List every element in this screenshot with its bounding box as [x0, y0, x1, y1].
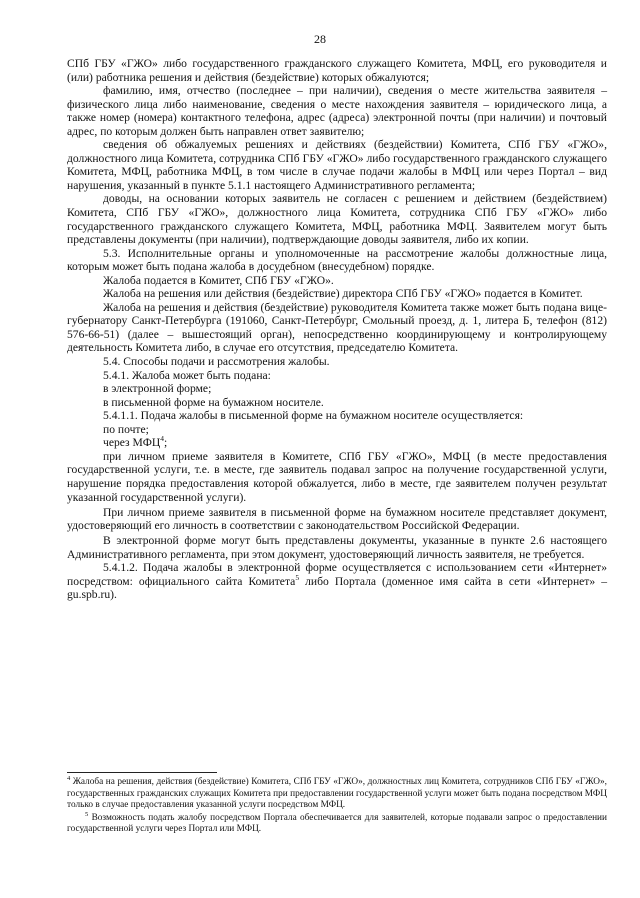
list-item-text: через МФЦ — [103, 436, 161, 450]
paragraph: 5.4.1.1. Подача жалобы в письменной форме на бумажном носителе осуществляется: — [103, 409, 524, 423]
paragraph: Жалоба подается в Комитет, СПб ГБУ «ГЖО». — [103, 273, 334, 287]
paragraph-text-tail: либо Портала (доменное имя сайта в сети «Интернет» – gu.spb.ru). — [67, 574, 607, 602]
paragraph: Жалоба на решения или действия (бездействие) директора СПб ГБУ «ГЖО» подается в Комитет. — [103, 287, 583, 301]
footnote-5 — [67, 810, 607, 836]
section-heading-5-4: 5.4. Способы подачи и рассмотрения жалобы. — [103, 355, 330, 369]
footnote-4 — [67, 774, 607, 812]
paragraph: доводы, на основании которых заявитель не согласен с решением и действием (бездействием) Комитета, СПб ГБУ «ГЖО», должностного лица Комитета, сотрудника СПб ГБУ «ГЖО» либо государственного гражданского служащего Комитета, МФЦ, работника МФЦ. Заявителем могут быть представлены документы (при наличии), подтверждающие доводы заявителя, либо их копии. — [67, 192, 607, 247]
footnote-mark: 4 — [67, 774, 71, 782]
paragraph: Жалоба на решения и действия (бездействие) руководителя Комитета также может быть подана вице-губернатору Санкт-Петербурга (191060, Санкт-Петербург, Смольный проезд, д. 1, литера Б, телефон (812) 576-66-51) (далее – вышестоящий орган), непосредственно координирующему и контролирующему деятельность Комитета либо, в случае его отсутствия, председателю Комитета. — [67, 300, 607, 355]
footnotes — [67, 774, 607, 837]
footnote-text: Возможность подать жалобу посредством Портала обеспечивается для заявителей, которые подавали запрос о предоставлении государственной услуги через Портал или МФЦ. — [67, 812, 607, 835]
list-item: в письменной форме на бумажном носителе. — [103, 395, 324, 409]
list-item: при личном приеме заявителя в Комитете, СПб ГБУ «ГЖО», МФЦ (в месте предоставления государственной услуги, т.е. в месте, где заявитель подавал запрос на получение государственной услуги, нарушение порядка предоставления которой обжалуется, либо в месте, где заявителем получен результат указанной государственной услуги). — [67, 449, 607, 504]
paragraph: При личном приеме заявителя в письменной форме на бумажном носителе представляет документ, удостоверяющий его личность в соответствии с законодательством Российской Федерации. — [67, 505, 607, 533]
list-item: по почте; — [103, 422, 149, 436]
paragraph: сведения об обжалуемых решениях и действиях (бездействии) Комитета, СПб ГБУ «ГЖО», должностного лица Комитета, сотрудника СПб ГБУ «ГЖО» либо государственного гражданского служащего Комитета, МФЦ, работника МФЦ, в том числе в случае подачи жалобы в МФЦ или через Портал – вид нарушения, указанный в пункте 5.1.1 настоящего Административного регламента; — [67, 138, 607, 192]
paragraph — [67, 561, 607, 602]
footnote-reference: 5 — [295, 572, 300, 582]
list-item — [67, 436, 607, 450]
paragraph-text: 5.4.1.2. Подача жалобы в электронной форме осуществляется с использованием сети «Интернет» посредством: официального сайта Комитета — [67, 561, 607, 588]
section-heading-5-3: 5.3. Исполнительные органы и уполномоченные на рассмотрение жалобы должностные лица, которым может быть подана жалоба в досудебном (внесудебном) порядке. — [67, 246, 607, 274]
paragraph: В электронной форме могут быть представлены документы, указанные в пункте 2.6 настоящего Административного регламента, при этом документ, удостоверяющий личность заявителя, не требуется. — [67, 534, 607, 561]
footnote-separator — [67, 772, 217, 773]
page-number: 28 — [314, 32, 326, 46]
list-item: в электронной форме; — [103, 382, 212, 396]
footnote-reference: 4 — [160, 434, 164, 444]
document-body — [67, 57, 607, 602]
paragraph: 5.4.1. Жалоба может быть подана: — [103, 368, 271, 382]
list-item-tail: ; — [163, 436, 168, 450]
paragraph: СПб ГБУ «ГЖО» либо государственного гражданского служащего Комитета, МФЦ, его руководителя и (или) работника решения и действия (бездействие) которых обжалуются; — [67, 57, 607, 84]
paragraph: фамилию, имя, отчество (последнее – при наличии), сведения о месте жительства заявителя – физического лица либо наименование, сведения о месте нахождения заявителя – юридического лица, а также номер (номера) контактного телефона, адрес (адреса) электронной почты (при наличии) и почтовый адрес, по которым должен быть направлен ответ заявителю; — [67, 84, 607, 138]
footnote-mark: 5 — [85, 810, 89, 818]
footnote-text: Жалоба на решения, действия (бездействие) Комитета, СПб ГБУ «ГЖО», должностных лиц Комитета, сотрудников СПб ГБУ «ГЖО», государственных гражданских служащих Комитета при предоставлении государственной услуги может быть подана посредством МФЦ только в случае предоставления указанной услуги посредством МФЦ. — [67, 777, 607, 811]
